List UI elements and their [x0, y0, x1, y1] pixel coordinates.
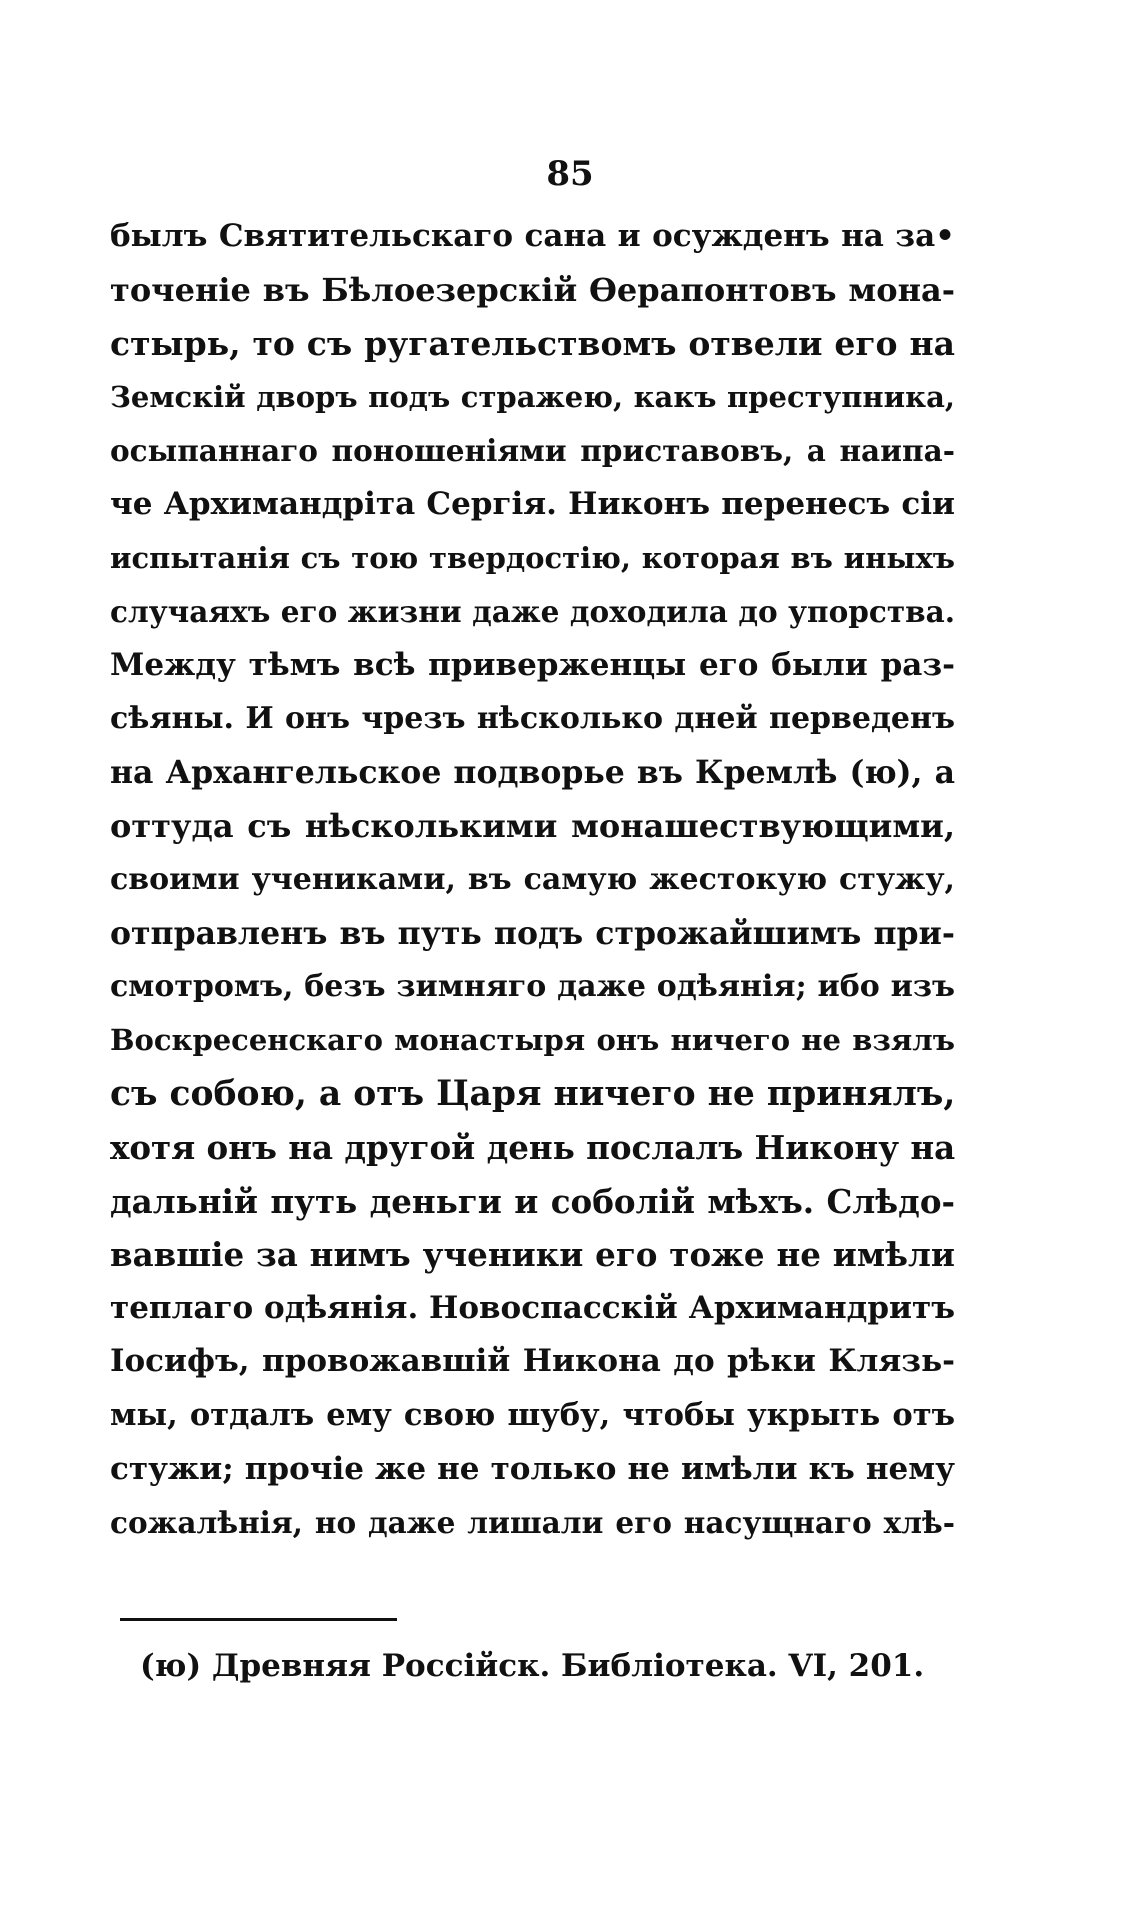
text-line: былъ Святительскаго сана и осужденъ на за• — [110, 218, 955, 254]
text-line: осыпаннаго поношеніями приставовъ, а наипа- — [110, 433, 955, 469]
text-line: Между тѣмъ всѣ приверженцы его были раз- — [110, 646, 955, 683]
text-line: Іосифъ, провожавшій Никона до рѣки Клязь- — [110, 1343, 955, 1380]
text-line: съ собою, а отъ Царя ничего не принялъ, — [110, 1073, 956, 1114]
text-line: Земскій дворъ подъ стражею, какъ преступника, — [110, 379, 955, 414]
text-line: теплаго одѣянія. Новоспасскій Архимандритъ — [110, 1289, 955, 1326]
text-line: оттуда съ нѣсколькими монашествующими, — [110, 806, 955, 845]
footnote: (ю) Древняя Россійск. Библіотека. VI, 201. — [140, 1648, 925, 1684]
text-line: вавшіе за нимъ ученики его тоже не имѣли — [110, 1235, 955, 1275]
text-line: Воскресенскаго монастыря онъ ничего не взялъ — [110, 1022, 955, 1057]
text-line: стужи; прочіе же не только не имѣли къ нему — [110, 1450, 955, 1487]
text-line: дальній путь деньги и соболій мѣхъ. Слѣдо- — [110, 1181, 955, 1221]
text-line: отправленъ въ путь подъ строжайшимъ при- — [110, 914, 955, 952]
text-line: точеніе въ Бѣлоезерскій Ѳерапонтовъ мона- — [110, 270, 955, 309]
text-line: че Архимандріта Сергія. Никонъ перенесъ сіи — [110, 485, 955, 522]
text-line: случаяхъ его жизни даже доходила до упорства. — [110, 594, 955, 630]
text-line: на Архангельское подворье въ Кремлѣ (ю), а — [110, 753, 955, 791]
text-line: смотромъ, безъ зимняго даже одѣянія; ибо изъ — [110, 969, 955, 1005]
text-line: своими учениками, въ самую жестокую стужу, — [110, 862, 955, 898]
text-line: сѣяны. И онъ чрезъ нѣсколько дней перведенъ — [110, 701, 955, 737]
text-line: хотя онъ на другой день послалъ Никону на — [110, 1128, 956, 1168]
text-line: мы, отдалъ ему свою шубу, чтобы укрыть отъ — [110, 1397, 955, 1434]
text-line: испытанія съ тою твердостію, которая въ иныхъ — [110, 540, 955, 575]
page-number: 85 — [546, 154, 594, 194]
text-line: сожалѣнія, но даже лишали его насущнаго хлѣ- — [110, 1505, 955, 1541]
body-text — [110, 210, 955, 1550]
footnote-rule — [120, 1618, 397, 1621]
text-line: стырь, то съ ругательствомъ отвели его на — [110, 324, 955, 364]
